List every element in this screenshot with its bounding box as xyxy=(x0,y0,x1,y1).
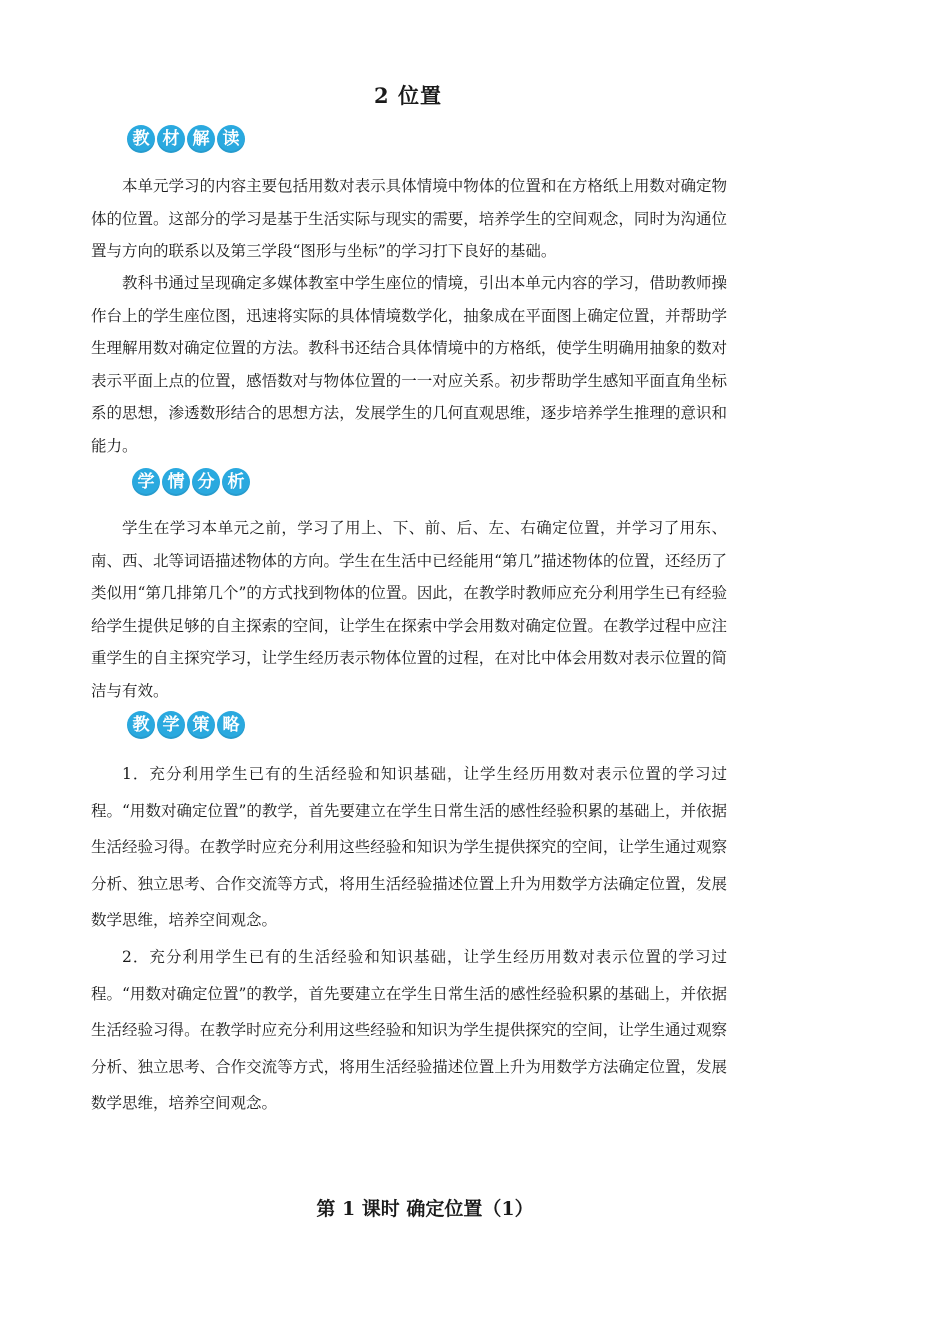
badge-char: 解 xyxy=(187,125,215,153)
section-badge-textbook-reading xyxy=(127,125,245,153)
badge-char: 情 xyxy=(162,468,190,496)
badge-char: 读 xyxy=(217,125,245,153)
analysis-paragraph-1: 学生在学习本单元之前，学习了用上、下、前、后、左、右确定位置，并学习了用东、南、西、北等词语描述物体的方向。学生在生活中已经能用“第几”描述物体的位置，还经历了类似用“第几排第几个”的方式找到物体的位置。因此，在教学时教师应充分利用学生已有经验给学生提供足够的自主探索的空间，让学生在探索中学会用数对确定位置。在教学过程中应注重学生的自主探究学习，让学生经历表示物体位置的过程，在对比中体会用数对表示位置的简洁与有效。 xyxy=(91,519,727,700)
lesson-title: 第 1 课时 确定位置（1） xyxy=(316,1198,534,1220)
badge-char: 学 xyxy=(157,711,185,739)
section-badge-teaching-strategy xyxy=(127,711,245,739)
strategy-paragraph-1: 1．充分利用学生已有的生活经验和知识基础，让学生经历用数对表示位置的学习过程。“用数对确定位置”的教学，首先要建立在学生日常生活的感性经验积累的基础上，并依据生活经验习得。在教学时应充分利用这些经验和知识为学生提供探究的空间，让学生通过观察分析、独立思考、合作交流等方式，将用生活经验描述位置上升为用数学方法确定位置，发展数学思维，培养空间观念。 xyxy=(91,765,727,929)
textbook-paragraph-1: 本单元学习的内容主要包括用数对表示具体情境中物体的位置和在方格纸上用数对确定物体的位置。这部分的学习是基于生活实际与现实的需要，培养学生的空间观念，同时为沟通位置与方向的联系以及第三学段“图形与坐标”的学习打下良好的基础。 xyxy=(91,177,727,260)
badge-char: 教 xyxy=(127,125,155,153)
badge-char: 材 xyxy=(157,125,185,153)
badge-char: 教 xyxy=(127,711,155,739)
textbook-paragraph-2: 教科书通过呈现确定多媒体教室中学生座位的情境，引出本单元内容的学习，借助教师操作台上的学生座位图，迅速将实际的具体情境数学化，抽象成在平面图上确定位置，并帮助学生理解用数对确定位置的方法。教科书还结合具体情境中的方格纸，使学生明确用抽象的数对表示平面上点的位置，感悟数对与物体位置的一一对应关系。初步帮助学生感知平面直角坐标系的思想，渗透数形结合的思想方法，发展学生的几何直观思维，逐步培养学生推理的意识和能力。 xyxy=(91,274,727,455)
badge-char: 略 xyxy=(217,711,245,739)
page-title: 2 位置 xyxy=(374,83,442,108)
badge-char: 分 xyxy=(192,468,220,496)
badge-char: 策 xyxy=(187,711,215,739)
section-badge-student-analysis xyxy=(132,468,250,496)
badge-char: 学 xyxy=(132,468,160,496)
badge-char: 析 xyxy=(222,468,250,496)
strategy-paragraph-2: 2．充分利用学生已有的生活经验和知识基础，让学生经历用数对表示位置的学习过程。“用数对确定位置”的教学，首先要建立在学生日常生活的感性经验积累的基础上，并依据生活经验习得。在教学时应充分利用这些经验和知识为学生提供探究的空间，让学生通过观察分析、独立思考、合作交流等方式，将用生活经验描述位置上升为用数学方法确定位置，发展数学思维，培养空间观念。 xyxy=(91,948,727,1112)
